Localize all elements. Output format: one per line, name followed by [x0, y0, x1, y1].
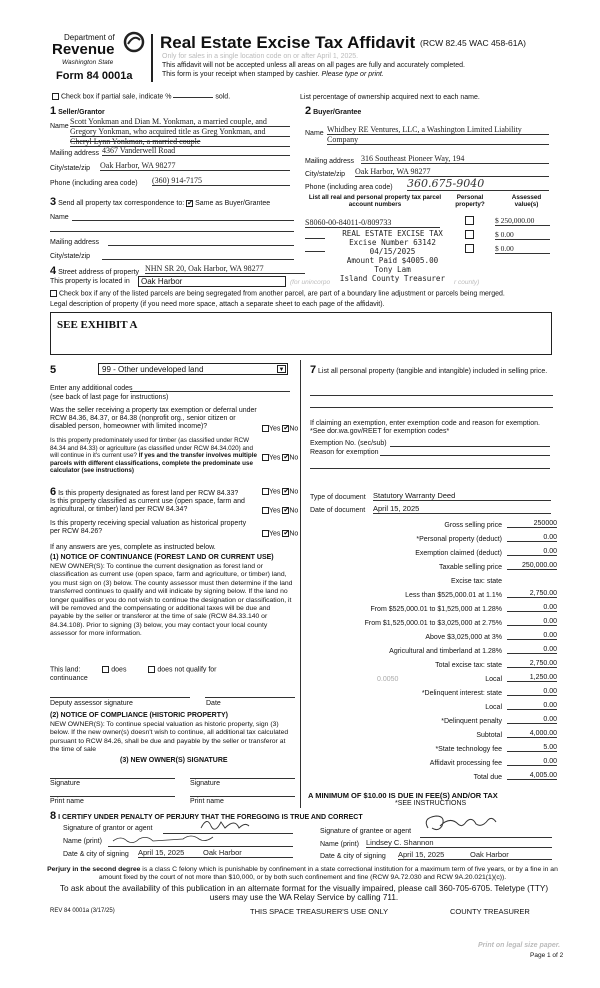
deputy-date-field[interactable] [205, 697, 295, 698]
buyer-mailing-label: Mailing address [305, 158, 355, 165]
section6-num: 6 [50, 486, 57, 498]
assessed-value-3[interactable]: $ 0.00 [495, 244, 550, 254]
assessed-value-1[interactable]: $ 250,000.00 [495, 216, 550, 226]
exemption-label: If claiming an exemption, enter exemption code and reason for exemption. *See dor.wa.gov/REET for exemption codes* [310, 420, 540, 435]
calc-row-value[interactable]: 5.00 [507, 744, 557, 752]
buyer-heading-label: Buyer/Grantee [313, 109, 362, 116]
historic-question: Is this property receiving special valuation as historical property per RCW 84.26? [50, 520, 247, 535]
header-line1: Only for sales in a single location code on or after April 1, 2025. [162, 53, 359, 60]
grantee-signature[interactable] [420, 830, 552, 838]
see-instructions: *SEE INSTRUCTIONS [395, 800, 467, 807]
grantee-name-label: Name (print) [320, 841, 359, 848]
q6b-answers [262, 507, 298, 514]
q6b-no-checkbox[interactable] [282, 507, 289, 514]
corr-mailing-label: Mailing address [50, 239, 100, 246]
doc-type-label: Type of document [310, 494, 366, 501]
reason-label: Reason for exemption [310, 449, 379, 456]
page-title: Real Estate Excise Tax Affidavit [160, 33, 416, 52]
does-label: does [111, 666, 127, 674]
doc-date-value[interactable]: April 15, 2025 [373, 504, 551, 514]
q2-yes-label: Yes [269, 454, 281, 462]
header-line3-italic: Please type or print. [321, 71, 384, 78]
street-num: 4 [50, 265, 57, 277]
section5-num: 5 [50, 364, 57, 376]
assessed-col-header: Assessed value(s) [511, 194, 542, 208]
header-line3 [162, 71, 384, 78]
grantor-name-label: Name (print) [63, 838, 102, 845]
buyer-city-label: City/state/zip [305, 171, 346, 178]
ownership-note: List percentage of ownership acquired next to each name. [300, 94, 480, 101]
correspondence-label: Send all property tax correspondence to: [58, 200, 185, 207]
calc-row-label: *Delinquent penalty [441, 718, 502, 725]
calc-row-value[interactable]: 1,250.00 [507, 674, 557, 682]
corr-city-label: City/state/zip [50, 253, 91, 260]
calc-row-label: Local [485, 704, 502, 711]
header-line3-text: This form is your receipt when stamped by cashier. [162, 71, 320, 78]
county-note: r county) [454, 279, 480, 286]
q6c-answers [262, 530, 298, 537]
q2-no-checkbox[interactable] [282, 454, 289, 461]
calc-row-value[interactable]: 0.00 [507, 758, 557, 766]
grantor-date[interactable]: April 15, 2025 [138, 848, 198, 858]
calc-row-label: From $1,525,000.01 to $3,025,000 at 2.75% [364, 620, 502, 627]
legal-desc-label: Legal description of property (if you need more space, attach a separate sheet to each page of the affidavit). [50, 301, 385, 308]
calc-row-value[interactable]: 250,000.00 [507, 562, 557, 570]
grantor-city[interactable]: Oak Harbor [198, 848, 293, 858]
seller-name-2[interactable]: Gregory Yonkman, who acquired title as Greg Yonkman, and [70, 127, 290, 137]
seller-phone[interactable]: (360) 914-7175 [152, 176, 290, 186]
calc-row-label: From $525,000.01 to $1,525,000 at 1.28% [370, 606, 502, 613]
owner-print-field-2[interactable] [190, 796, 295, 797]
assessed-value-2[interactable]: $ 0.00 [495, 230, 550, 240]
q6c-yes-checkbox[interactable] [262, 530, 269, 537]
q1-yes-label: Yes [269, 425, 281, 433]
q6a-no-checkbox[interactable] [282, 488, 289, 495]
same-as-buyer-checkbox[interactable] [186, 200, 193, 207]
owner-sig-field-1[interactable] [50, 778, 175, 779]
q6b-yes-checkbox[interactable] [262, 507, 269, 514]
buyer-phone-label: Phone (including area code) [305, 184, 393, 191]
dept-line3: Washington State [62, 59, 114, 66]
corr-name-field[interactable] [72, 220, 294, 221]
q1-no-label: No [289, 425, 299, 433]
parcel-col-header: List all real and personal property tax parcel account numbers [308, 194, 442, 208]
parcel-number-1[interactable]: S8060-00-84011-0/809733 [305, 218, 440, 228]
seller-section [50, 105, 290, 195]
legal-description-box[interactable] [50, 312, 552, 355]
does-not-checkbox[interactable] [148, 666, 155, 673]
personal-property-field-1[interactable] [310, 395, 553, 396]
calc-row-label: Less than $525,000.01 at 1.1% [405, 592, 502, 599]
perjury-bold: Perjury in the second degree [47, 866, 141, 873]
street-address[interactable]: NHN SR 20, Oak Harbor, WA 98277 [145, 264, 305, 274]
stamp-line3: 04/15/2025 [369, 247, 416, 256]
grantee-date-label: Date & city of signing [320, 853, 386, 860]
q6a-yes-label: Yes [269, 488, 281, 496]
seller-heading [50, 105, 105, 117]
forest-question: Is this property designated as forest land per RCW 84.33? [58, 490, 239, 497]
street-label: Street address of property [58, 269, 140, 276]
calc-row-label: Affidavit processing fee [429, 760, 502, 767]
personal-checkbox-2[interactable] [465, 230, 474, 239]
grantee-date[interactable]: April 15, 2025 [398, 850, 462, 860]
calc-row-value[interactable]: 0.00 [507, 646, 557, 654]
timber-question-text: Is this property predominately used for timber (as classified under RCW 84.34 and 84.33) or agriculture (as classified under RCW 84.34.020) and will continue in it's current use? [50, 437, 254, 459]
treasurer-stamp [325, 229, 460, 283]
stamp-line2: Excise Number 63142 [349, 238, 436, 247]
section8-num: 8 [50, 810, 57, 822]
calc-row-label: Local [485, 676, 502, 683]
calc-row-value[interactable]: 0.00 [507, 632, 557, 640]
exemption-question: Was the seller receiving a property tax exemption or deferral under RCW 84.36, 84.37, or 84.38 (nonprofit org., senior citizen or disabled person, homeowner with limited income)? [50, 407, 257, 430]
calc-row-label: Taxable selling price [438, 564, 502, 571]
segregated-label: Check box if any of the listed parcels are being segregated from another parcel, are part of a boundary line adjustment or parcels being merged. [58, 290, 505, 298]
seller-heading-label: Seller/Grantor [58, 109, 105, 116]
grantee-city[interactable]: Oak Harbor [462, 850, 552, 860]
calc-row-value[interactable]: 2,750.00 [507, 660, 557, 668]
correspondence-section [50, 196, 295, 261]
perjury-rest: is a class C felony which is punishable by confinement in a state correctional institution for a maximum term of five years, or by a fine in an amount fixed by the court of not more than $10,000, or by both such confinement and fine (RCW 9A.72.030 and RCW 9A.20.021(1)(c)). [98, 866, 558, 881]
q6c-no-checkbox[interactable] [282, 530, 289, 537]
page-number: Page 1 of 2 [530, 952, 564, 959]
grantor-signature-icon [163, 818, 293, 832]
seller-name-1[interactable]: Scott Yonkman and Dian M. Yonkman, a married couple, and [70, 117, 290, 127]
exemption-no-field[interactable] [390, 446, 550, 447]
q1-answers [262, 425, 298, 432]
legal-paper-note: Print on legal size paper. [478, 942, 561, 949]
buyer-mailing[interactable]: 316 Southeast Pioneer Way, 194 [361, 154, 549, 164]
owner-print-field-1[interactable] [50, 796, 175, 797]
compliance-title: (2) NOTICE OF COMPLIANCE (HISTORIC PROPERTY) [50, 712, 228, 719]
buyer-heading-num: 2 [305, 105, 312, 117]
current-use-question: Is this property classified as current use (open space, farm and agricultural, or timber) land per RCW 84.34? [50, 498, 245, 513]
q2-yes-checkbox[interactable] [262, 454, 269, 461]
reason-field[interactable] [380, 455, 550, 456]
section7-num: 7 [310, 364, 317, 376]
street-address-row [50, 265, 139, 277]
grantee-sig-label: Signature of grantee or agent [320, 828, 412, 835]
grantor-name-scribble-icon [108, 833, 293, 845]
q1-yes-checkbox[interactable] [262, 425, 269, 432]
land-use-select[interactable] [98, 363, 288, 375]
treasurer-only: THIS SPACE TREASURER'S USE ONLY [250, 907, 389, 916]
minimum-notice: A MINIMUM OF $10.00 IS DUE IN FEE(S) AND/OR TAX [308, 791, 498, 800]
stamp-line1: REAL ESTATE EXCISE TAX [342, 229, 443, 238]
calc-row-label: Total due [473, 774, 502, 781]
header-line2: This affidavit will not be accepted unless all areas on all pages are fully and accurately completed. [162, 62, 465, 69]
county-treasurer: COUNTY TREASURER [450, 907, 530, 916]
buyer-name-1[interactable]: Whidbey RE Ventures, LLC, a Washington Limited Liability [327, 125, 549, 135]
dropdown-arrow-icon[interactable]: ▼ [278, 367, 285, 373]
owner-sig-field-2[interactable] [190, 778, 295, 779]
partial-percent-field[interactable] [173, 97, 213, 98]
grantee-name[interactable]: Lindsey C. Shannon [366, 838, 552, 848]
calc-row-value[interactable]: 0.00 [507, 548, 557, 556]
new-owner-title: (3) NEW OWNER(S) SIGNATURE [120, 757, 228, 764]
calc-row-value[interactable]: 0.00 [507, 534, 557, 542]
seller-city[interactable]: Oak Harbor, WA 98277 [100, 161, 290, 171]
partial-sold: sold. [215, 93, 231, 101]
compliance-body: NEW OWNER(S): To continue special valuation as historic property, sign (3) below. If the new owner(s) doesn't wish to continue, all additional tax calculated pursuant to RCW 84.26, shall be due and payable by the seller or transferor at the time of sale [50, 721, 289, 754]
calc-row-value[interactable]: 0.00 [507, 716, 557, 724]
owner-print-label-1: Print name [50, 798, 84, 805]
q2-answers [262, 454, 298, 461]
calc-row-value[interactable]: 0.00 [507, 702, 557, 710]
local-rate[interactable]: 0.0050 [377, 676, 399, 683]
grantor-date-label: Date & city of signing [63, 851, 129, 858]
answer-note: If any answers are yes, complete as instructed below. [50, 544, 216, 551]
buyer-phone[interactable]: 360.675-9040 [407, 177, 549, 191]
calc-row-value[interactable]: 250000 [507, 520, 557, 528]
calc-row-label: Subtotal [476, 732, 502, 739]
partial-sale-label: Check box if partial sale, indicate % [60, 93, 172, 101]
buyer-city[interactable]: Oak Harbor, WA 98277 [355, 167, 549, 177]
deputy-label: Deputy assessor signature [50, 700, 133, 707]
seller-mailing-label: Mailing address [50, 150, 100, 157]
calc-row-value[interactable]: 2,750.00 [507, 590, 557, 598]
timber-question [50, 437, 260, 475]
buyer-name-2[interactable]: Company [327, 135, 549, 145]
segregated-checkbox[interactable] [50, 290, 57, 297]
dept-line1: Department of [64, 33, 115, 42]
seller-name-3[interactable]: Cheryl Lynn Yonkman, a married couple [70, 137, 290, 147]
segregated-row [50, 290, 505, 297]
corr-mailing-field[interactable] [108, 245, 294, 246]
q6b-no-label: No [289, 507, 299, 515]
mid-divider [300, 360, 301, 808]
owner-sig-label-1: Signature [50, 780, 80, 787]
form-number: Form 84 0001a [56, 70, 133, 82]
calc-row-label: Exemption claimed (deduct) [415, 550, 502, 557]
doc-type-value[interactable]: Statutory Warranty Deed [373, 491, 551, 501]
q6c-yes-label: Yes [269, 530, 281, 538]
certify-text: I CERTIFY UNDER PENALTY OF PERJURY THAT THE FOREGOING IS TRUE AND CORRECT [58, 814, 363, 821]
owner-sig-label-2: Signature [190, 780, 220, 787]
q6b-yes-label: Yes [269, 507, 281, 515]
corr-city-field[interactable] [102, 259, 294, 260]
additional-codes-label: Enter any additional codes [50, 385, 133, 392]
doc-date-label: Date of document [310, 507, 366, 514]
alternate-format-notice: To ask about the availability of this publication in an alternate format for the visually impaired, please call 360-705-6705. Teletype (TTY) users may use the WA Relay Service by calling 711. [59, 884, 549, 902]
buyer-section [305, 105, 550, 190]
q6a-answers [262, 488, 298, 495]
personal-property-field-2[interactable] [310, 407, 553, 408]
grantor-sig-label: Signature of grantor or agent [63, 825, 153, 832]
calc-row-value[interactable]: 0.00 [507, 688, 557, 696]
personal-col-header: Personal property? [455, 194, 485, 208]
tax-calculation [305, 520, 557, 790]
calc-row-label: Agricultural and timberland at 1.28% [389, 648, 502, 655]
calc-row-label: Total excise tax: state [435, 662, 502, 669]
personal-checkbox-1[interactable] [465, 216, 474, 225]
corr-name-label: Name [50, 214, 69, 221]
dept-line2: Revenue [52, 41, 115, 58]
grantee-signature-icon [420, 814, 552, 836]
exemption-no-label: Exemption No. (sec/sub) [310, 440, 387, 447]
partial-sale-checkbox[interactable] [52, 93, 59, 100]
deputy-signature-field[interactable] [50, 697, 190, 698]
personal-property-label: List all personal property (tangible and intangible) included in selling price. [318, 368, 548, 375]
calc-row-label: *State technology fee [435, 746, 502, 753]
calc-row-label: Excise tax: state [451, 578, 502, 585]
correspondence-heading [50, 196, 270, 208]
calc-row-label: *Delinquent interest: state [421, 690, 502, 697]
q6c-no-label: No [289, 530, 299, 538]
stamp-line4: Amount Paid $4005.00 [346, 256, 439, 265]
reason-field-2[interactable] [310, 468, 550, 469]
seller-name-label: Name [50, 123, 69, 130]
unincorporated-note: (for unincorpo [290, 279, 331, 286]
q2-no-label: No [289, 454, 299, 462]
deputy-date-label: Date [206, 700, 221, 707]
this-land-label: This land: [50, 666, 81, 674]
correspondence-num: 3 [50, 196, 57, 208]
corr-name-field-2[interactable] [50, 231, 294, 232]
does-checkbox[interactable] [102, 666, 109, 673]
forest-question-row [50, 486, 238, 498]
additional-codes-field[interactable] [130, 391, 290, 392]
rev-number: REV 84 0001a (3/17/25) [50, 908, 115, 914]
located-select[interactable]: Oak Harbor [138, 276, 286, 287]
seller-city-label: City/state/zip [50, 165, 91, 172]
stamp-line6: Island County Treasurer [339, 274, 446, 283]
owner-print-label-2: Print name [190, 798, 224, 805]
parcel-number-3[interactable] [305, 251, 325, 252]
calc-row-label: *Personal property (deduct) [416, 536, 502, 543]
stamp-line5: Tony Lam [374, 265, 411, 274]
timber-question-bold: If yes and the transfer involves multiple parcels with different classifications, complete the predominate use calculator (see instructions) [50, 452, 257, 474]
grantor-name[interactable] [108, 839, 293, 847]
located-label: This property is located in [50, 278, 130, 285]
codes-note: (see back of last page for instructions) [50, 394, 169, 401]
calc-row-value[interactable]: 0.00 [507, 618, 557, 626]
calc-row-label: Above $3,025,000 at 3% [425, 634, 502, 641]
seller-phone-label: Phone (including area code) [50, 180, 138, 187]
header-divider [151, 34, 153, 82]
this-land-row [50, 666, 298, 673]
continuance-label: continuance [50, 675, 88, 682]
calc-row-value[interactable]: 0.00 [507, 604, 557, 612]
title-rcw: (RCW 82.45 WAC 458-61A) [420, 38, 526, 48]
perjury-notice [45, 866, 560, 882]
buyer-heading [305, 105, 361, 117]
same-as-buyer-label: Same as Buyer/Grantee [195, 200, 271, 207]
calc-row-value[interactable]: 4,000.00 [507, 730, 557, 738]
does-not-label: does not qualify for [157, 666, 217, 674]
parcel-number-2[interactable] [305, 238, 325, 239]
q6a-yes-checkbox[interactable] [262, 488, 269, 495]
seller-mailing[interactable]: 4367 Vanderwell Road [102, 146, 290, 156]
continuance-title: (1) NOTICE OF CONTINUANCE (FOREST LAND OR CURRENT USE) [50, 554, 274, 561]
q6a-no-label: No [289, 488, 299, 496]
personal-checkbox-3[interactable] [465, 244, 474, 253]
legal-description-text: SEE EXHIBIT A [57, 319, 138, 331]
continuance-body: NEW OWNER(S): To continue the current designation as forest land or classification as current use (open space, farm and agriculture, or timber) land, you must sign on (3) below. The county assessor must then determine if the land transferred continues to qualify and will indicate by signing below. If the land no longer qualifies or you do not wish to continue the designation or classification, it will be removed and the compensating or additional taxes will be due and payable by the seller or transferor at the time of sale (RCW 84.33.140 or 84.34.108). Prior to signing (3) below, you may contact your local county assessor for more information. [50, 563, 293, 638]
seller-heading-num: 1 [50, 105, 57, 117]
calc-row-value[interactable]: 4,005.00 [507, 772, 557, 780]
q1-no-checkbox[interactable] [282, 425, 289, 432]
calc-row-label: Gross selling price [444, 522, 502, 529]
buyer-name-label: Name [305, 130, 324, 137]
dor-logo-icon [122, 30, 146, 54]
partial-sale-row [52, 93, 230, 100]
land-use-value: 99 - Other undeveloped land [102, 365, 204, 374]
